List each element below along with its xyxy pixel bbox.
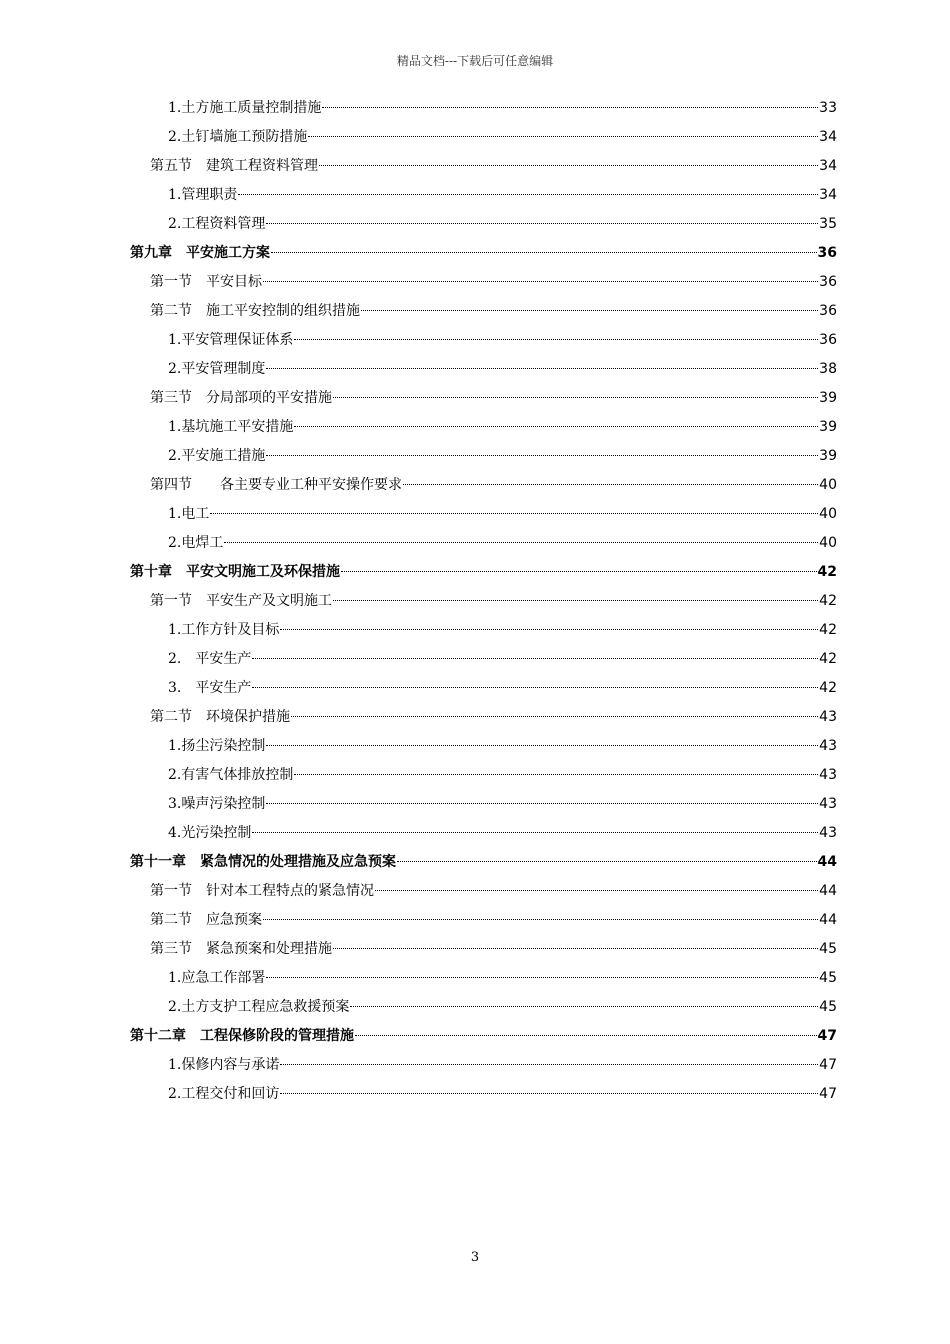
- toc-entry-title: 2.平安施工措施: [168, 448, 266, 464]
- toc-dot-leader: [271, 252, 817, 253]
- toc-chapter-entry[interactable]: [130, 848, 837, 877]
- toc-entry-page: 42: [819, 651, 837, 667]
- toc-section-entry[interactable]: [130, 384, 837, 413]
- toc-subsection-entry[interactable]: [130, 645, 837, 674]
- toc-chapter-entry[interactable]: [130, 1022, 837, 1051]
- toc-subsection-entry[interactable]: [130, 993, 837, 1022]
- toc-entry-title: 第三节 分局部项的平安措施: [150, 390, 332, 406]
- toc-subsection-entry[interactable]: [130, 790, 837, 819]
- toc-subsection-entry[interactable]: [130, 181, 837, 210]
- toc-dot-leader: [224, 542, 818, 543]
- toc-entry-title: 1.工作方针及目标: [168, 622, 280, 638]
- toc-subsection-entry[interactable]: [130, 1080, 837, 1109]
- toc-dot-leader: [341, 571, 817, 572]
- toc-entry-title: 第一节 平安目标: [150, 274, 262, 290]
- toc-dot-leader: [355, 1035, 817, 1036]
- toc-dot-leader: [266, 977, 818, 978]
- page-header: 精品文档---下载后可任意编辑: [396, 54, 554, 68]
- toc-dot-leader: [294, 774, 818, 775]
- toc-entry-page: 34: [819, 187, 837, 203]
- toc-entry-title: 第二节 施工平安控制的组织措施: [150, 303, 360, 319]
- toc-entry-page: 36: [819, 274, 837, 290]
- toc-subsection-entry[interactable]: [130, 413, 837, 442]
- toc-entry-title: 2.工程交付和回访: [168, 1086, 280, 1102]
- toc-dot-leader: [375, 890, 818, 891]
- toc-subsection-entry[interactable]: [130, 355, 837, 384]
- toc-entry-title: 2.工程资料管理: [168, 216, 266, 232]
- toc-dot-leader: [333, 600, 818, 601]
- toc-entry-page: 39: [819, 390, 837, 406]
- toc-entry-title: 第一节 平安生产及文明施工: [150, 593, 332, 609]
- toc-entry-title: 第三节 紧急预案和处理措施: [150, 941, 332, 957]
- toc-section-entry[interactable]: [130, 935, 837, 964]
- toc-entry-title: 第二节 环境保护措施: [150, 709, 290, 725]
- toc-entry-title: 1.保修内容与承诺: [168, 1057, 280, 1073]
- toc-entry-page: 35: [819, 216, 837, 232]
- toc-entry-title: 第十一章 紧急情况的处理措施及应急预案: [130, 854, 396, 870]
- toc-entry-page: 44: [819, 912, 837, 928]
- toc-subsection-entry[interactable]: [130, 616, 837, 645]
- toc-entry-page: 36: [819, 332, 837, 348]
- toc-entry-page: 33: [819, 100, 837, 116]
- toc-section-entry[interactable]: [130, 297, 837, 326]
- toc-dot-leader: [252, 658, 818, 659]
- toc-dot-leader: [263, 281, 818, 282]
- toc-subsection-entry[interactable]: [130, 964, 837, 993]
- toc-entry-page: 45: [819, 970, 837, 986]
- toc-dot-leader: [280, 629, 818, 630]
- toc-section-entry[interactable]: [130, 877, 837, 906]
- toc-section-entry[interactable]: [130, 152, 837, 181]
- page-number: 3: [470, 1250, 480, 1265]
- toc-section-entry[interactable]: [130, 268, 837, 297]
- toc-entry-title: 1.基坑施工平安措施: [168, 419, 294, 435]
- toc-section-entry[interactable]: [130, 906, 837, 935]
- toc-dot-leader: [252, 687, 818, 688]
- toc-dot-leader: [294, 339, 818, 340]
- toc-subsection-entry[interactable]: [130, 674, 837, 703]
- toc-entry-title: 1.平安管理保证体系: [168, 332, 294, 348]
- toc-dot-leader: [266, 803, 818, 804]
- toc-dot-leader: [291, 716, 818, 717]
- toc-entry-title: 2. 平安生产: [168, 651, 252, 667]
- toc-section-entry[interactable]: [130, 587, 837, 616]
- toc-entry-title: 第二节 应急预案: [150, 912, 262, 928]
- toc-entry-page: 44: [817, 854, 837, 870]
- toc-entry-page: 34: [819, 129, 837, 145]
- toc-dot-leader: [319, 165, 818, 166]
- toc-dot-leader: [266, 368, 818, 369]
- toc-chapter-entry[interactable]: [130, 239, 837, 268]
- toc-dot-leader: [333, 397, 818, 398]
- toc-entry-page: 42: [819, 680, 837, 696]
- toc-entry-page: 45: [819, 941, 837, 957]
- toc-dot-leader: [350, 1006, 818, 1007]
- toc-subsection-entry[interactable]: [130, 529, 837, 558]
- toc-entry-page: 44: [819, 883, 837, 899]
- toc-entry-page: 42: [819, 622, 837, 638]
- toc-dot-leader: [280, 1064, 818, 1065]
- toc-dot-leader: [322, 107, 818, 108]
- toc-entry-page: 38: [819, 361, 837, 377]
- toc-entry-page: 36: [817, 245, 837, 261]
- toc-entry-title: 第一节 针对本工程特点的紧急情况: [150, 883, 374, 899]
- toc-entry-title: 4.光污染控制: [168, 825, 252, 841]
- toc-dot-leader: [333, 948, 818, 949]
- toc-entry-page: 40: [819, 535, 837, 551]
- toc-dot-leader: [280, 1093, 818, 1094]
- toc-dot-leader: [266, 745, 818, 746]
- toc-entry-title: 1.土方施工质量控制措施: [168, 100, 322, 116]
- toc-subsection-entry[interactable]: [130, 94, 837, 123]
- toc-entry-title: 2.平安管理制度: [168, 361, 266, 377]
- toc-entry-page: 40: [819, 477, 837, 493]
- toc-entry-title: 1.扬尘污染控制: [168, 738, 266, 754]
- toc-entry-title: 第十二章 工程保修阶段的管理措施: [130, 1028, 354, 1044]
- toc-entry-page: 43: [819, 825, 837, 841]
- toc-entry-title: 第九章 平安施工方案: [130, 245, 270, 261]
- toc-entry-title: 2.电焊工: [168, 535, 224, 551]
- toc-dot-leader: [361, 310, 818, 311]
- toc-entry-page: 39: [819, 448, 837, 464]
- toc-section-entry[interactable]: [130, 471, 837, 500]
- toc-chapter-entry[interactable]: [130, 558, 837, 587]
- toc-entry-page: 40: [819, 506, 837, 522]
- toc-dot-leader: [308, 136, 818, 137]
- toc-entry-title: 3.噪声污染控制: [168, 796, 266, 812]
- toc-entry-page: 47: [817, 1028, 837, 1044]
- toc-dot-leader: [294, 426, 818, 427]
- toc-subsection-entry[interactable]: [130, 123, 837, 152]
- toc-subsection-entry[interactable]: [130, 761, 837, 790]
- toc-subsection-entry[interactable]: [130, 819, 837, 848]
- toc-dot-leader: [210, 513, 818, 514]
- toc-entry-page: 42: [817, 564, 837, 580]
- toc-dot-leader: [266, 455, 818, 456]
- toc-entry-title: 第五节 建筑工程资料管理: [150, 158, 318, 174]
- toc-dot-leader: [266, 223, 818, 224]
- toc-subsection-entry[interactable]: [130, 210, 837, 239]
- toc-entry-page: 47: [819, 1086, 837, 1102]
- toc-subsection-entry[interactable]: [130, 732, 837, 761]
- toc-entry-page: 43: [819, 767, 837, 783]
- toc-entry-page: 47: [819, 1057, 837, 1073]
- toc-subsection-entry[interactable]: [130, 326, 837, 355]
- toc-entry-title: 第四节 各主要专业工种平安操作要求: [150, 477, 402, 493]
- toc-entry-page: 34: [819, 158, 837, 174]
- toc-dot-leader: [238, 194, 818, 195]
- toc-dot-leader: [403, 484, 818, 485]
- toc-entry-title: 2.土钉墙施工预防措施: [168, 129, 308, 145]
- toc-section-entry[interactable]: [130, 703, 837, 732]
- toc-entry-page: 43: [819, 709, 837, 725]
- toc-entry-page: 43: [819, 796, 837, 812]
- toc-entry-title: 2.土方支护工程应急救援预案: [168, 999, 350, 1015]
- toc-entry-title: 1.应急工作部署: [168, 970, 266, 986]
- toc-subsection-entry[interactable]: [130, 1051, 837, 1080]
- toc-entry-title: 2.有害气体排放控制: [168, 767, 294, 783]
- toc-entry-page: 45: [819, 999, 837, 1015]
- toc-entry-page: 39: [819, 419, 837, 435]
- toc-dot-leader: [397, 861, 817, 862]
- toc-entry-page: 36: [819, 303, 837, 319]
- toc-subsection-entry[interactable]: [130, 442, 837, 471]
- toc-entry-title: 1.电工: [168, 506, 210, 522]
- toc-entry-title: 1.管理职责: [168, 187, 238, 203]
- toc-entry-title: 3. 平安生产: [168, 680, 252, 696]
- toc-entry-page: 42: [819, 593, 837, 609]
- toc-dot-leader: [263, 919, 818, 920]
- toc-entry-page: 43: [819, 738, 837, 754]
- table-of-contents: [130, 94, 837, 1109]
- toc-dot-leader: [252, 832, 818, 833]
- toc-entry-title: 第十章 平安文明施工及环保措施: [130, 564, 340, 580]
- toc-subsection-entry[interactable]: [130, 500, 837, 529]
